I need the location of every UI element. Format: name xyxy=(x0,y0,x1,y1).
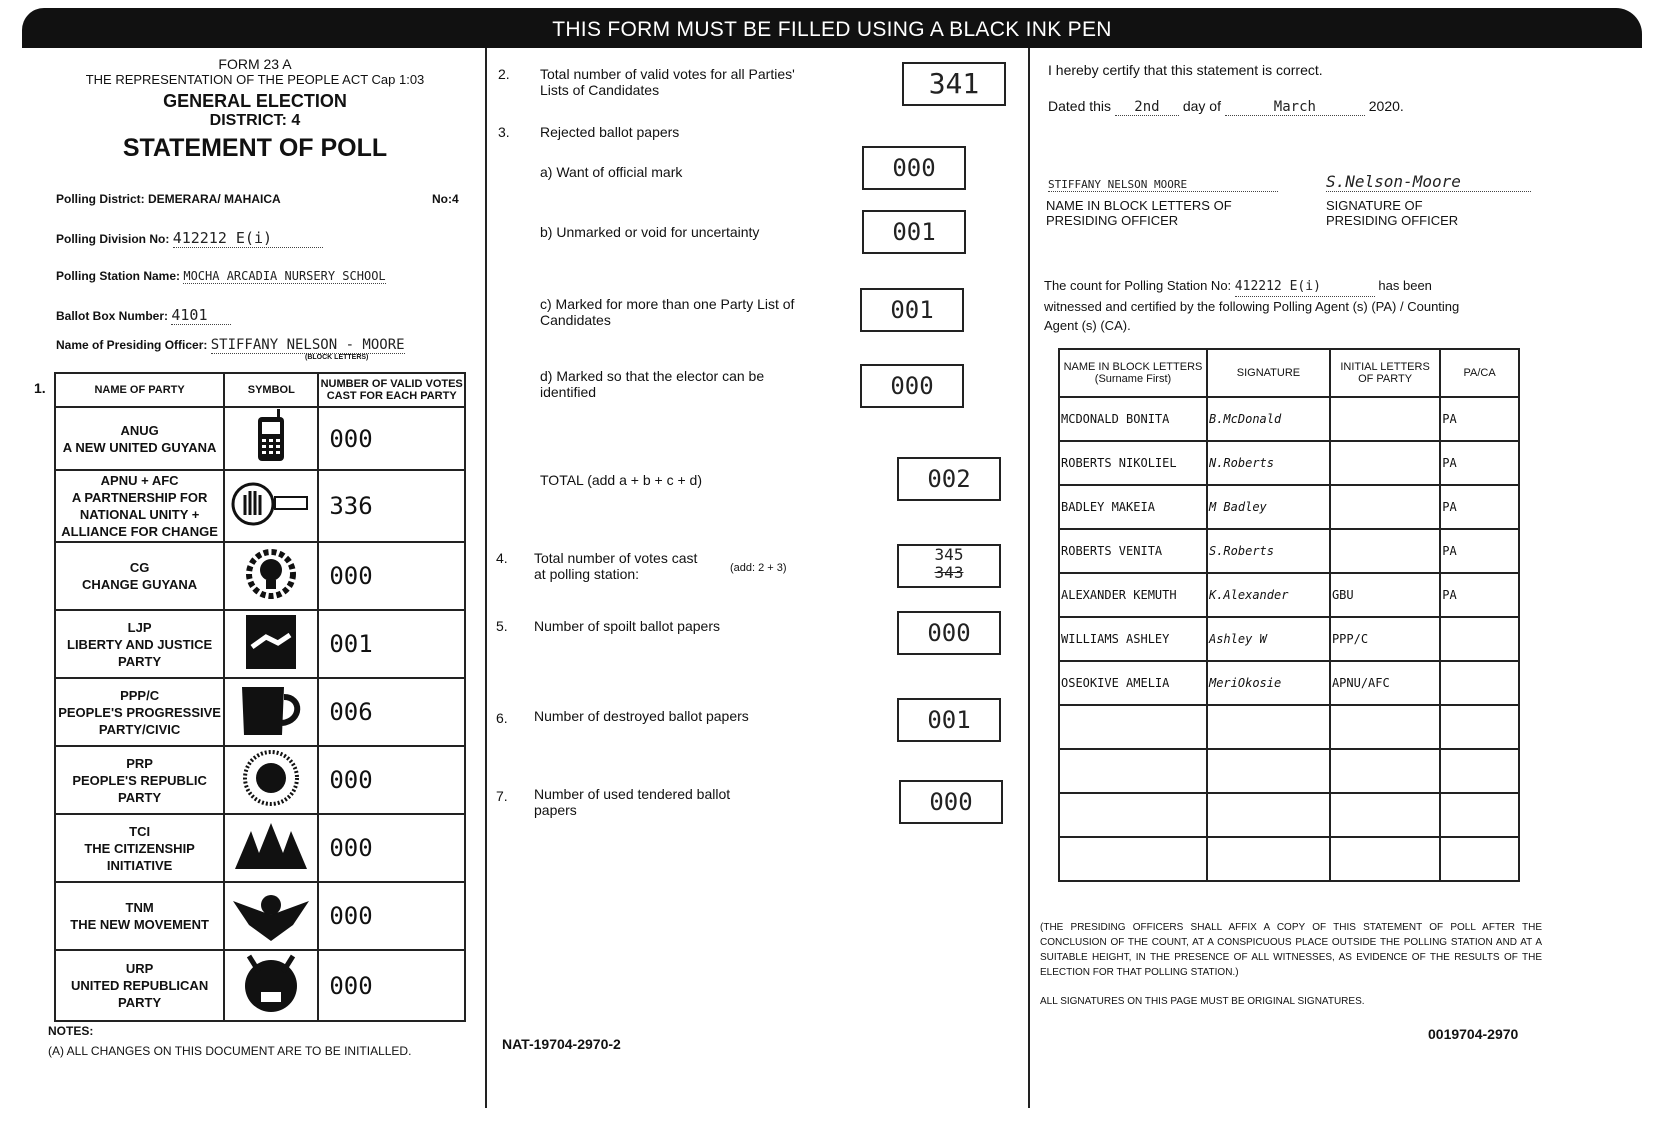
party-full-name: LIBERTY AND JUSTICE PARTY xyxy=(67,636,213,669)
agent-row xyxy=(1059,837,1519,881)
signatures-note: ALL SIGNATURES ON THIS PAGE MUST BE ORIGINAL SIGNATURES. xyxy=(1040,996,1365,1007)
agent-role-cell: PA xyxy=(1440,573,1519,617)
party-full-name: A PARTNERSHIP FOR NATIONAL UNITY + ALLIANCE FOR CHANGE xyxy=(61,490,218,539)
party-symbol-cell xyxy=(224,610,318,678)
party-abbr: PPP/C xyxy=(120,687,160,703)
total-votes-box xyxy=(897,544,1001,588)
party-symbol-cell xyxy=(224,814,318,882)
ballot-box-label: Ballot Box Number: xyxy=(56,309,169,323)
col-party-name: NAME OF PARTY xyxy=(55,373,224,407)
section-6-label: Number of destroyed ballot papers xyxy=(534,708,749,724)
party-abbr: TNM xyxy=(125,900,154,915)
act-reference: THE REPRESENTATION OF THE PEOPLE ACT Cap 1:03 xyxy=(85,72,425,87)
section-5-label: Number of spoilt ballot papers xyxy=(534,618,720,634)
form-header xyxy=(60,56,450,163)
agent-sig-cell xyxy=(1207,705,1330,749)
valid-votes-total-box: 341 xyxy=(902,62,1006,106)
agent-party-cell xyxy=(1330,529,1440,573)
agent-party-cell xyxy=(1330,749,1440,793)
polling-division-row xyxy=(56,229,466,248)
party-symbol-cell xyxy=(224,542,318,610)
agent-role-cell: PA xyxy=(1440,485,1519,529)
agent-party-cell: PPP/C xyxy=(1330,617,1440,661)
party-row xyxy=(55,882,465,950)
party-row xyxy=(55,678,465,746)
bulb-icon xyxy=(244,588,298,605)
section-7-label: Number of used tendered ballot papers xyxy=(534,786,731,818)
party-symbol-cell xyxy=(224,746,318,814)
agent-name-cell xyxy=(1059,793,1207,837)
party-full-name: CHANGE GUYANA xyxy=(82,577,198,592)
party-row xyxy=(55,542,465,610)
bull-icon xyxy=(241,1001,301,1018)
agent-row xyxy=(1059,617,1519,661)
agent-sig-cell: M Badley xyxy=(1207,485,1330,529)
party-symbol-cell xyxy=(224,470,318,542)
rejected-d-box: 000 xyxy=(860,364,964,408)
agent-party-cell: APNU/AFC xyxy=(1330,661,1440,705)
hand-icon xyxy=(231,518,311,535)
party-full-name: PEOPLE'S REPUBLIC PARTY xyxy=(72,772,207,805)
section-5-number: 5. xyxy=(496,618,508,634)
col-valid-votes: NUMBER OF VALID VOTES CAST FOR EACH PARTY xyxy=(318,373,465,407)
name-block-letters-label: NAME IN BLOCK LETTERS OF PRESIDING OFFICER xyxy=(1046,198,1232,228)
agent-role-cell xyxy=(1440,793,1519,837)
polling-division-value: 412212 E(i) xyxy=(173,229,323,248)
party-name-cell xyxy=(55,882,224,950)
agent-sig-cell: MeriOkosie xyxy=(1207,661,1330,705)
rejected-b-label: b) Unmarked or void for uncertainty xyxy=(540,224,760,240)
presiding-officer-label: Name of Presiding Officer: xyxy=(56,338,208,352)
agent-name-cell: MCDONALD BONITA xyxy=(1059,397,1207,441)
rejected-c-box: 001 xyxy=(860,288,964,332)
phone-icon xyxy=(253,450,289,467)
party-votes-cell: 000 xyxy=(318,542,465,610)
agent-name-cell: ROBERTS NIKOLIEL xyxy=(1059,441,1207,485)
section-6-number: 6. xyxy=(496,710,508,726)
agent-party-cell: GBU xyxy=(1330,573,1440,617)
eagle-icon xyxy=(231,930,311,947)
agent-name-cell: ROBERTS VENITA xyxy=(1059,529,1207,573)
day-of-label: day of xyxy=(1182,98,1221,114)
party-row xyxy=(55,610,465,678)
agent-party-cell xyxy=(1330,485,1440,529)
agent-party-cell xyxy=(1330,441,1440,485)
notes-item-a: (A) ALL CHANGES ON THIS DOCUMENT ARE TO BE INITIALLED. xyxy=(48,1044,412,1058)
signature-label: SIGNATURE OF PRESIDING OFFICER xyxy=(1326,198,1459,228)
column-divider-left xyxy=(485,48,487,1108)
party-name-cell xyxy=(55,407,224,470)
polling-station-value: MOCHA ARCADIA NURSERY SCHOOL xyxy=(183,269,386,283)
agent-role-cell xyxy=(1440,617,1519,661)
agent-row xyxy=(1059,793,1519,837)
affix-instruction: (THE PRESIDING OFFICERS SHALL AFFIX A COPY OF THIS STATEMENT OF POLL AFTER THE CONCLUSION OF THE COUNT, AT A CONSPICUOUS PLACE OUTSIDE THE POLLING STATION AND AT A SUITABLE HEIGHT, IN THE PRESENCE OF ALL WITNESSES, AS EVIDENCE OF THE RESULTS OF THE ELECTION FOR THAT POLLING STATION.) xyxy=(1040,922,1542,978)
agents-table xyxy=(1058,348,1520,882)
party-full-name: UNITED REPUBLICAN PARTY xyxy=(70,978,209,1010)
party-full-name: THE CITIZENSHIP INITIATIVE xyxy=(84,840,195,873)
party-row xyxy=(55,950,465,1021)
agent-name-cell: ALEXANDER KEMUTH xyxy=(1059,573,1207,617)
agent-name-cell xyxy=(1059,837,1207,881)
col-agent-role: PA/CA xyxy=(1440,349,1519,397)
rejected-b-box: 001 xyxy=(862,210,966,254)
dated-label: Dated this xyxy=(1048,98,1112,114)
dated-row xyxy=(1048,98,1404,116)
dated-month: March xyxy=(1225,99,1365,116)
party-abbr: URP xyxy=(125,961,154,976)
party-name-cell xyxy=(55,950,224,1021)
agent-sig-cell xyxy=(1207,837,1330,881)
party-votes-cell: 000 xyxy=(318,882,465,950)
count-text-prefix: The count for Polling Station No: xyxy=(1044,278,1232,293)
party-votes-cell: 000 xyxy=(318,950,465,1021)
agent-row xyxy=(1059,573,1519,617)
section-7-number: 7. xyxy=(496,788,508,804)
party-votes-cell: 336 xyxy=(318,470,465,542)
section-2-number: 2. xyxy=(498,66,510,82)
agent-party-cell xyxy=(1330,397,1440,441)
election-title: GENERAL ELECTION xyxy=(163,91,347,111)
party-row xyxy=(55,746,465,814)
notes-label: NOTES: xyxy=(48,1024,94,1038)
document-code: NAT-19704-2970-2 xyxy=(502,1036,621,1052)
total-votes-struck-value: 343 xyxy=(934,563,964,582)
agent-row xyxy=(1059,661,1519,705)
agent-name-cell: WILLIAMS ASHLEY xyxy=(1059,617,1207,661)
ballot-box-row xyxy=(56,306,231,325)
section-4-number: 4. xyxy=(496,550,508,566)
rejected-a-box: 000 xyxy=(862,146,966,190)
sun-icon xyxy=(242,794,300,811)
agent-sig-cell: K.Alexander xyxy=(1207,573,1330,617)
col-agent-signature: SIGNATURE xyxy=(1207,349,1330,397)
agent-row xyxy=(1059,397,1519,441)
party-full-name: PEOPLE'S PROGRESSIVE PARTY/CIVIC xyxy=(58,704,221,737)
section-1-number: 1. xyxy=(34,380,46,396)
count-station-number: 412212 E(i) xyxy=(1235,277,1375,297)
agent-name-cell: BADLEY MAKEIA xyxy=(1059,485,1207,529)
agent-row xyxy=(1059,441,1519,485)
rejected-a-label: a) Want of official mark xyxy=(540,164,683,180)
party-votes-cell: 000 xyxy=(318,407,465,470)
agent-role-cell: PA xyxy=(1440,529,1519,573)
agent-row xyxy=(1059,705,1519,749)
cup-icon xyxy=(236,726,306,743)
party-votes-cell: 000 xyxy=(318,814,465,882)
col-symbol: SYMBOL xyxy=(224,373,318,407)
agent-role-cell xyxy=(1440,749,1519,793)
agent-sig-cell: Ashley W xyxy=(1207,617,1330,661)
certify-statement: I hereby certify that this statement is correct. xyxy=(1048,62,1323,78)
agent-name-cell xyxy=(1059,705,1207,749)
agent-row xyxy=(1059,749,1519,793)
rejected-total-label: TOTAL (add a + b + c + d) xyxy=(540,472,702,488)
agent-sig-cell: S.Roberts xyxy=(1207,529,1330,573)
block-letters-note: (BLOCK LETTERS) xyxy=(305,354,369,361)
count-text-suffix: has been witnessed and certified by the following Polling Agent (s) (PA) / Counting Agent (s) (CA). xyxy=(1044,278,1460,333)
polling-station-label: Polling Station Name: xyxy=(56,269,181,283)
agent-name-cell xyxy=(1059,749,1207,793)
agent-role-cell xyxy=(1440,837,1519,881)
party-abbr: APNU + AFC xyxy=(100,473,179,488)
party-row xyxy=(55,814,465,882)
district-label: DISTRICT: 4 xyxy=(209,112,301,129)
party-name-cell xyxy=(55,610,224,678)
tendered-ballots-box: 000 xyxy=(899,780,1003,824)
section-3-number: 3. xyxy=(498,124,510,140)
serial-number: 0019704-2970 xyxy=(1428,1026,1519,1042)
section-4-add-note: (add: 2 + 3) xyxy=(730,562,787,574)
party-row xyxy=(55,470,465,542)
presiding-officer-value: STIFFANY NELSON - MOORE xyxy=(210,337,405,353)
ballot-box-value: 4101 xyxy=(171,306,231,325)
party-symbol-cell xyxy=(224,407,318,470)
dated-year: 2020. xyxy=(1368,98,1404,114)
rejected-total-box: 002 xyxy=(897,457,1001,501)
party-full-name: THE NEW MOVEMENT xyxy=(70,917,209,932)
party-votes-cell: 000 xyxy=(318,746,465,814)
section-2-label: Total number of valid votes for all Parties' Lists of Candidates xyxy=(540,66,795,98)
agent-role-cell xyxy=(1440,705,1519,749)
presiding-officer-name: STIFFANY NELSON MOORE xyxy=(1048,178,1278,192)
party-full-name: A NEW UNITED GUYANA xyxy=(62,439,217,455)
party-name-cell xyxy=(55,678,224,746)
polling-district-label: Polling District: DEMERARA/ MAHAICA xyxy=(56,192,281,206)
spoilt-ballots-box: 000 xyxy=(897,611,1001,655)
count-witness-text xyxy=(1044,276,1484,335)
party-results-table xyxy=(54,372,466,1022)
party-name-cell xyxy=(55,470,224,542)
rejected-d-label: d) Marked so that the elector can be identified xyxy=(540,368,765,400)
agent-party-cell xyxy=(1330,793,1440,837)
agent-role-cell xyxy=(1440,661,1519,705)
agent-row xyxy=(1059,529,1519,573)
col-agent-name: NAME IN BLOCK LETTERS (Surname First) xyxy=(1059,349,1207,397)
presiding-officer-row xyxy=(56,337,405,354)
party-name-cell xyxy=(55,542,224,610)
party-name-cell xyxy=(55,814,224,882)
party-votes-cell: 006 xyxy=(318,678,465,746)
agent-sig-cell xyxy=(1207,749,1330,793)
agent-name-cell: OSEOKIVE AMELIA xyxy=(1059,661,1207,705)
party-abbr: TCI xyxy=(129,823,151,839)
agent-role-cell: PA xyxy=(1440,397,1519,441)
agent-row xyxy=(1059,485,1519,529)
party-name-cell xyxy=(55,746,224,814)
party-symbol-cell xyxy=(224,882,318,950)
page-title: STATEMENT OF POLL xyxy=(122,134,388,162)
agent-sig-cell: B.McDonald xyxy=(1207,397,1330,441)
handshake-icon xyxy=(244,658,298,675)
party-abbr: LJP xyxy=(127,619,152,635)
polling-station-row xyxy=(56,269,481,284)
party-symbol-cell xyxy=(224,950,318,1021)
polling-division-label: Polling Division No: xyxy=(56,232,170,246)
party-votes-cell: 001 xyxy=(318,610,465,678)
section-3-label: Rejected ballot papers xyxy=(540,124,680,140)
presiding-officer-signature: S.Nelson-Moore xyxy=(1326,172,1531,192)
party-symbol-cell xyxy=(224,678,318,746)
rejected-c-label: c) Marked for more than one Party List of Candidates xyxy=(540,296,795,328)
destroyed-ballots-box: 001 xyxy=(897,698,1001,742)
party-abbr: CG xyxy=(129,560,150,575)
dated-day: 2nd xyxy=(1115,99,1179,116)
form-number: FORM 23 A xyxy=(218,56,292,72)
total-votes-value: 345 xyxy=(934,545,964,564)
party-abbr: ANUG xyxy=(120,422,159,438)
polling-district-number: No:4 xyxy=(432,192,459,206)
party-abbr: PRP xyxy=(126,755,153,771)
ink-instruction-banner: THIS FORM MUST BE FILLED USING A BLACK INK PEN xyxy=(22,8,1642,48)
agent-party-cell xyxy=(1330,705,1440,749)
agent-sig-cell: N.Roberts xyxy=(1207,441,1330,485)
section-4-label: Total number of votes cast at polling station: xyxy=(534,550,698,582)
agent-role-cell: PA xyxy=(1440,441,1519,485)
party-row xyxy=(55,407,465,470)
agent-sig-cell xyxy=(1207,793,1330,837)
column-divider-right xyxy=(1028,48,1030,1108)
col-agent-party: INITIAL LETTERS OF PARTY xyxy=(1330,349,1440,397)
leaf-icon xyxy=(231,860,311,877)
agent-party-cell xyxy=(1330,837,1440,881)
